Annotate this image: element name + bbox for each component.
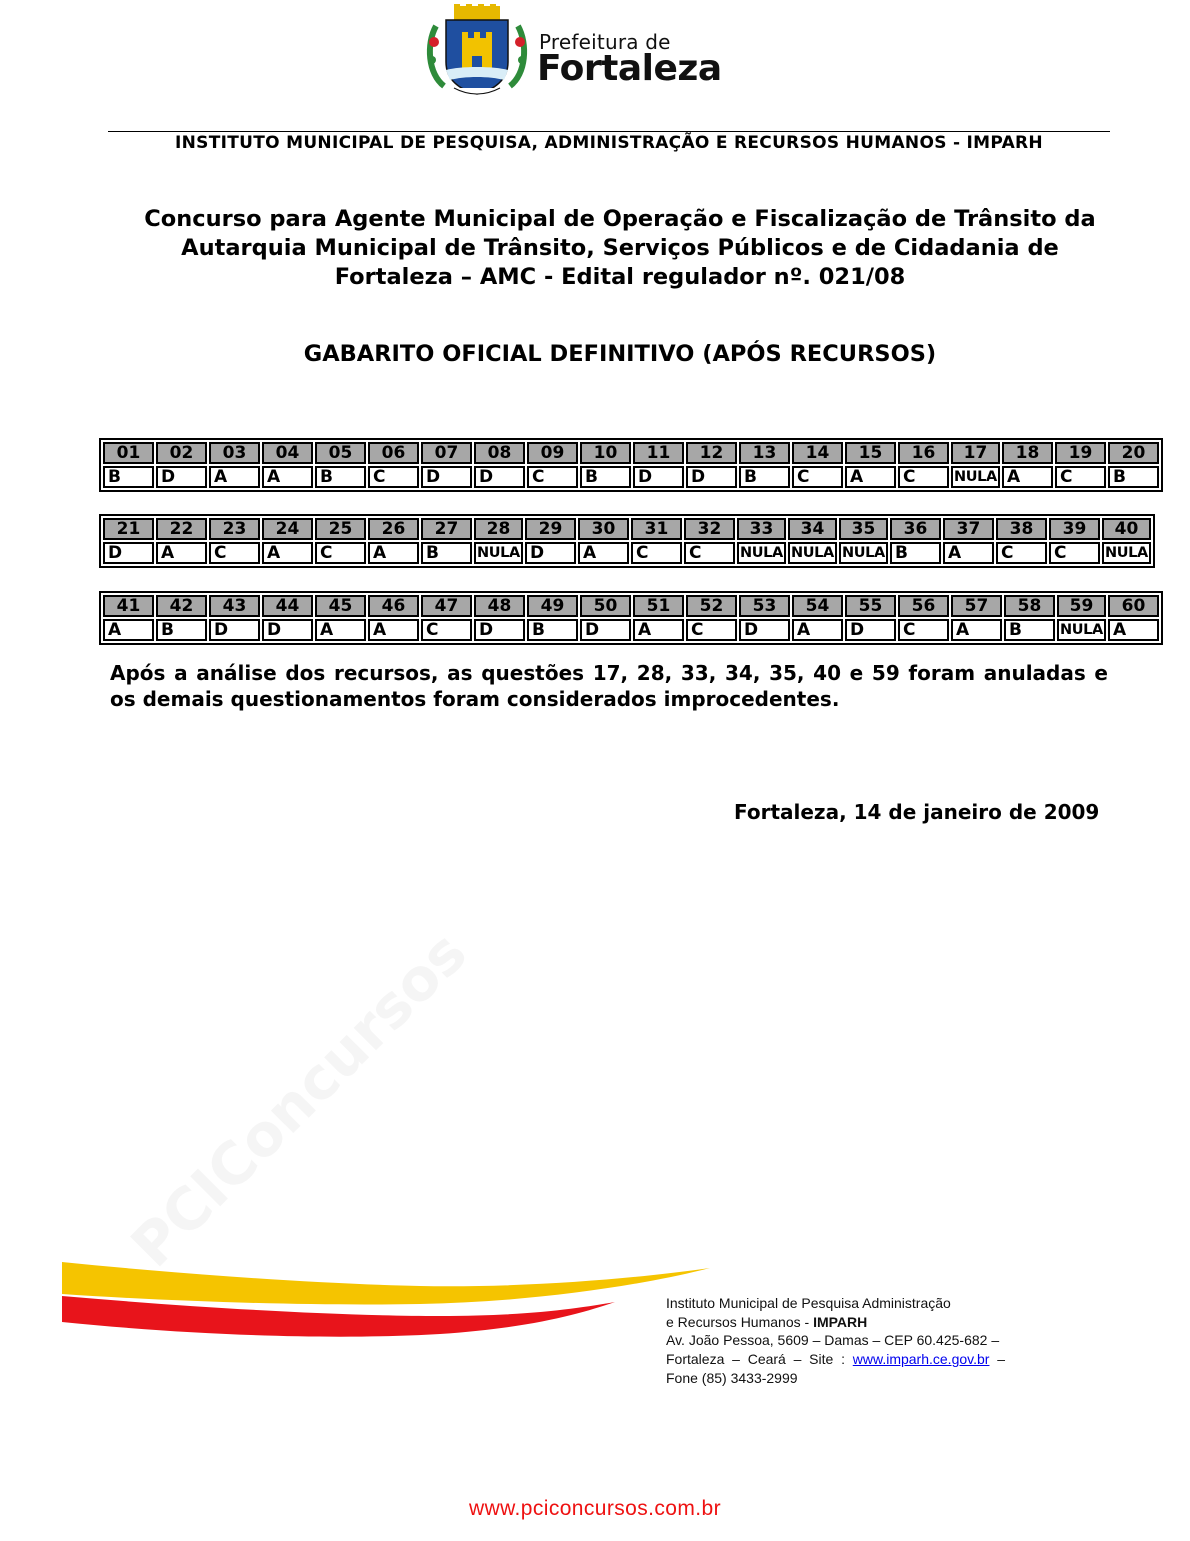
question-number-cell: 41 bbox=[103, 595, 154, 617]
question-number-cell: 02 bbox=[156, 442, 207, 464]
question-number-cell: 56 bbox=[898, 595, 949, 617]
institute-name: INSTITUTO MUNICIPAL DE PESQUISA, ADMINISTRAÇÃO E RECURSOS HUMANOS - IMPARH bbox=[175, 133, 1043, 153]
footer-line-4-suffix: – bbox=[989, 1351, 1006, 1368]
answer-cell: B bbox=[421, 542, 472, 564]
answer-cell: A bbox=[1002, 466, 1053, 488]
answer-cell: B bbox=[1004, 619, 1055, 641]
question-number-cell: 16 bbox=[898, 442, 949, 464]
annulment-note: Após a análise dos recursos, as questões 17, 28, 33, 34, 35, 40 e 59 foram anuladas e os demais questionamentos foram considerados improcedentes. bbox=[110, 661, 1108, 711]
question-number-cell: 08 bbox=[474, 442, 525, 464]
question-number-cell: 15 bbox=[845, 442, 896, 464]
question-number-cell: 34 bbox=[788, 518, 837, 540]
question-number-cell: 35 bbox=[839, 518, 888, 540]
answer-cell: C bbox=[1055, 466, 1106, 488]
answer-cell: D bbox=[209, 619, 260, 641]
question-number-cell: 31 bbox=[631, 518, 682, 540]
question-number-cell: 01 bbox=[103, 442, 154, 464]
gabarito-title: GABARITO OFICIAL DEFINITIVO (APÓS RECURSOS) bbox=[303, 341, 937, 367]
answer-cell: D bbox=[686, 466, 737, 488]
question-number-cell: 49 bbox=[527, 595, 578, 617]
answer-cell: D bbox=[525, 542, 576, 564]
answer-cell: NULA bbox=[1102, 542, 1151, 564]
question-number-cell: 14 bbox=[792, 442, 843, 464]
answer-cell: NULA bbox=[474, 542, 523, 564]
pciconcursos-site: www.pciconcursos.com.br bbox=[469, 1497, 721, 1520]
question-number-cell: 24 bbox=[262, 518, 313, 540]
answer-cell: A bbox=[943, 542, 994, 564]
question-number-cell: 60 bbox=[1108, 595, 1159, 617]
header-rule bbox=[108, 131, 1110, 132]
question-number-cell: 09 bbox=[527, 442, 578, 464]
answer-cell: C bbox=[792, 466, 843, 488]
answer-cell: C bbox=[898, 619, 949, 641]
contest-title-line-1: Concurso para Agente Municipal de Operação e Fiscalização de Trânsito da bbox=[144, 206, 1096, 232]
question-number-cell: 23 bbox=[209, 518, 260, 540]
question-number-cell: 25 bbox=[315, 518, 366, 540]
answer-cell: D bbox=[474, 619, 525, 641]
imparh-site-link[interactable]: www.imparh.ce.gov.br bbox=[852, 1351, 990, 1368]
contest-title-line-2: Autarquia Municipal de Trânsito, Serviços Públicos e de Cidadania de bbox=[181, 235, 1059, 261]
answer-cell: B bbox=[156, 619, 207, 641]
question-number-cell: 44 bbox=[262, 595, 313, 617]
question-number-cell: 51 bbox=[633, 595, 684, 617]
question-number-cell: 48 bbox=[474, 595, 525, 617]
question-number-cell: 11 bbox=[633, 442, 684, 464]
answer-cell: D bbox=[262, 619, 313, 641]
answer-cell: C bbox=[686, 619, 737, 641]
answer-cell: C bbox=[1049, 542, 1100, 564]
answer-cell: B bbox=[103, 466, 154, 488]
answer-cell: B bbox=[1108, 466, 1159, 488]
answer-cell: NULA bbox=[788, 542, 837, 564]
answer-cell: A bbox=[103, 619, 154, 641]
answer-cell: B bbox=[890, 542, 941, 564]
question-number-row bbox=[103, 518, 1151, 540]
answer-cell: B bbox=[580, 466, 631, 488]
question-number-row bbox=[103, 442, 1159, 464]
answer-table-3 bbox=[99, 591, 1163, 645]
question-number-row bbox=[103, 595, 1159, 617]
answer-cell: NULA bbox=[951, 466, 1000, 488]
answer-cell: A bbox=[1108, 619, 1159, 641]
answer-cell: C bbox=[315, 542, 366, 564]
answer-cell: A bbox=[262, 542, 313, 564]
question-number-cell: 04 bbox=[262, 442, 313, 464]
answer-cell: A bbox=[315, 619, 366, 641]
answer-cell: D bbox=[474, 466, 525, 488]
question-number-cell: 46 bbox=[368, 595, 419, 617]
footer-line-4 bbox=[666, 1350, 1005, 1369]
footer-line-5: Fone (85) 3433-2999 bbox=[666, 1369, 798, 1386]
answer-cell: A bbox=[209, 466, 260, 488]
question-number-cell: 26 bbox=[368, 518, 419, 540]
answer-table-1 bbox=[99, 438, 1163, 492]
question-number-cell: 54 bbox=[792, 595, 843, 617]
question-number-cell: 03 bbox=[209, 442, 260, 464]
city-crest-icon bbox=[424, 4, 530, 104]
contest-title bbox=[120, 205, 1120, 292]
question-number-cell: 58 bbox=[1004, 595, 1055, 617]
answer-row bbox=[103, 619, 1159, 641]
answer-cell: A bbox=[845, 466, 896, 488]
footer-line-3: Av. João Pessoa, 5609 – Damas – CEP 60.425-682 – bbox=[666, 1332, 1000, 1349]
question-number-cell: 20 bbox=[1108, 442, 1159, 464]
question-number-cell: 05 bbox=[315, 442, 366, 464]
answer-cell: B bbox=[739, 466, 790, 488]
question-number-cell: 43 bbox=[209, 595, 260, 617]
question-number-cell: 40 bbox=[1102, 518, 1151, 540]
answer-cell: A bbox=[578, 542, 629, 564]
document-date: Fortaleza, 14 de janeiro de 2009 bbox=[734, 800, 1100, 824]
answer-cell: C bbox=[368, 466, 419, 488]
answer-cell: C bbox=[527, 466, 578, 488]
answer-cell: B bbox=[527, 619, 578, 641]
question-number-cell: 22 bbox=[156, 518, 207, 540]
answer-cell: C bbox=[684, 542, 735, 564]
question-number-cell: 07 bbox=[421, 442, 472, 464]
question-number-cell: 57 bbox=[951, 595, 1002, 617]
watermark: PCIConcursos bbox=[118, 918, 480, 1281]
swoosh-yellow bbox=[62, 1262, 710, 1305]
question-number-cell: 38 bbox=[996, 518, 1047, 540]
answer-cell: D bbox=[421, 466, 472, 488]
answer-cell: A bbox=[368, 542, 419, 564]
answer-cell: A bbox=[262, 466, 313, 488]
answer-cell: A bbox=[156, 542, 207, 564]
answer-cell: A bbox=[368, 619, 419, 641]
question-number-cell: 18 bbox=[1002, 442, 1053, 464]
question-number-cell: 50 bbox=[580, 595, 631, 617]
question-number-cell: 17 bbox=[951, 442, 1000, 464]
answer-cell: C bbox=[209, 542, 260, 564]
answer-cell: NULA bbox=[839, 542, 888, 564]
question-number-cell: 28 bbox=[474, 518, 523, 540]
answer-cell: D bbox=[845, 619, 896, 641]
footer-address bbox=[666, 1294, 1005, 1388]
answer-cell: NULA bbox=[737, 542, 786, 564]
question-number-cell: 19 bbox=[1055, 442, 1106, 464]
answer-cell: NULA bbox=[1057, 619, 1106, 641]
answer-cell: C bbox=[631, 542, 682, 564]
answer-cell: B bbox=[315, 466, 366, 488]
question-number-cell: 42 bbox=[156, 595, 207, 617]
answer-cell: D bbox=[739, 619, 790, 641]
question-number-cell: 52 bbox=[686, 595, 737, 617]
answer-cell: A bbox=[951, 619, 1002, 641]
answer-cell: D bbox=[156, 466, 207, 488]
footer-line-4-prefix: Fortaleza – Ceará – Site : bbox=[666, 1351, 853, 1368]
answer-cell: A bbox=[792, 619, 843, 641]
question-number-cell: 12 bbox=[686, 442, 737, 464]
question-number-cell: 30 bbox=[578, 518, 629, 540]
footer-line-1: Instituto Municipal de Pesquisa Administração bbox=[666, 1295, 951, 1311]
contest-title-line-3: Fortaleza – AMC - Edital regulador nº. 021/08 bbox=[334, 264, 906, 290]
question-number-cell: 32 bbox=[684, 518, 735, 540]
answer-cell: C bbox=[898, 466, 949, 488]
question-number-cell: 55 bbox=[845, 595, 896, 617]
footer-line-2-bold: IMPARH bbox=[813, 1313, 868, 1330]
question-number-cell: 36 bbox=[890, 518, 941, 540]
answer-cell: C bbox=[996, 542, 1047, 564]
answer-row bbox=[103, 466, 1159, 488]
logo-main-text: Fortaleza bbox=[537, 48, 722, 89]
answer-cell: D bbox=[633, 466, 684, 488]
logo-pre-text: Prefeitura de bbox=[539, 30, 671, 54]
question-number-cell: 47 bbox=[421, 595, 472, 617]
footer-swoosh bbox=[60, 1262, 720, 1352]
question-number-cell: 37 bbox=[943, 518, 994, 540]
answer-row bbox=[103, 542, 1151, 564]
question-number-cell: 59 bbox=[1057, 595, 1106, 617]
question-number-cell: 27 bbox=[421, 518, 472, 540]
question-number-cell: 39 bbox=[1049, 518, 1100, 540]
question-number-cell: 29 bbox=[525, 518, 576, 540]
answer-cell: A bbox=[633, 619, 684, 641]
footer-line-2-prefix: e Recursos Humanos - bbox=[666, 1313, 814, 1330]
answer-cell: C bbox=[421, 619, 472, 641]
answer-table-2 bbox=[99, 514, 1155, 568]
prefeitura-logo bbox=[424, 4, 764, 104]
question-number-cell: 13 bbox=[739, 442, 790, 464]
answer-cell: D bbox=[580, 619, 631, 641]
question-number-cell: 06 bbox=[368, 442, 419, 464]
question-number-cell: 10 bbox=[580, 442, 631, 464]
question-number-cell: 53 bbox=[739, 595, 790, 617]
question-number-cell: 33 bbox=[737, 518, 786, 540]
footer-line-2 bbox=[666, 1313, 1005, 1332]
question-number-cell: 45 bbox=[315, 595, 366, 617]
question-number-cell: 21 bbox=[103, 518, 154, 540]
answer-cell: D bbox=[103, 542, 154, 564]
